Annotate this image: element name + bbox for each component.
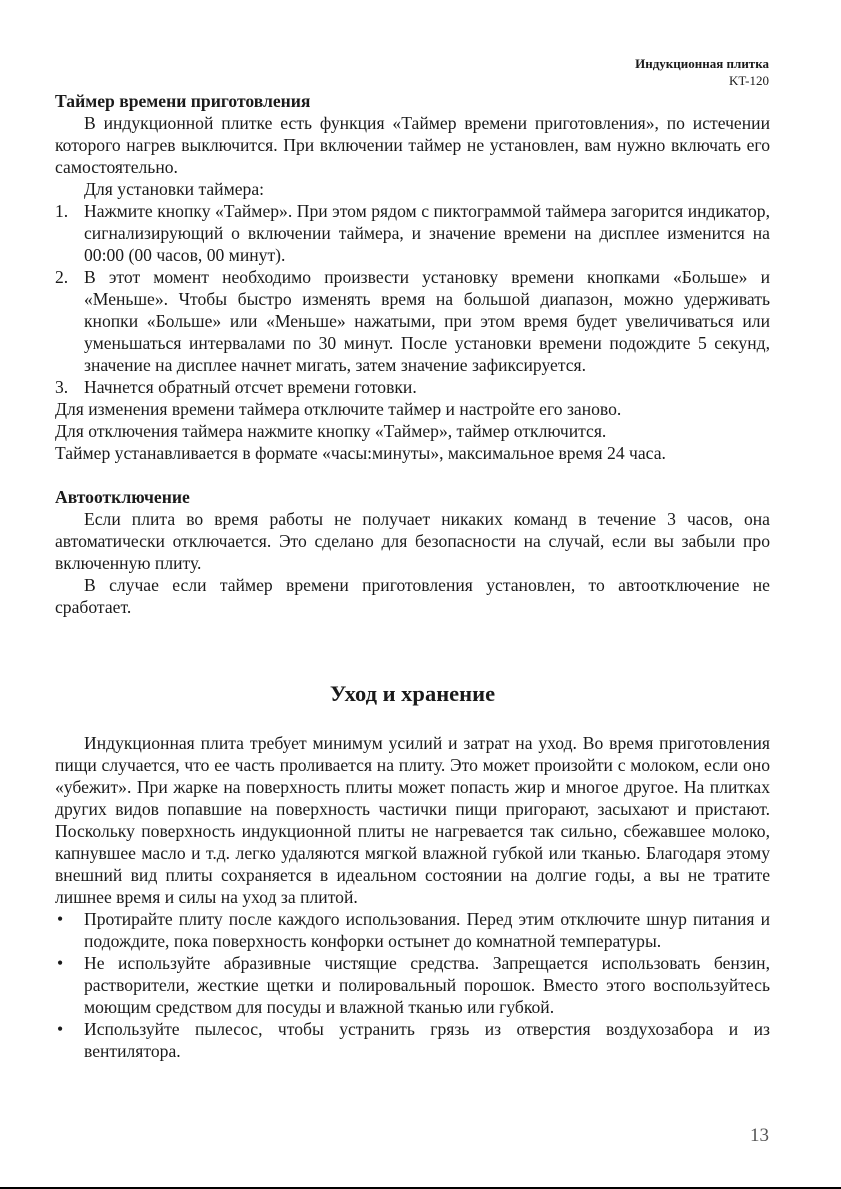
autooff-paragraph: В случае если таймер времени приготовления установлен, то автоотключение не сработает. (55, 575, 770, 617)
list-item (55, 266, 770, 376)
autooff-paragraph: Если плита во время работы не получает никаких команд в течение 3 часов, она автоматически отключается. Это сделано для безопасности на случай, если вы забыли про включенную плиту. (55, 509, 770, 573)
timer-intro: В индукционной плитке есть функция «Таймер времени приготовления», по истечении которого нагрев выключится. При включении таймер не установлен, вам нужно включать его самостоятельно. (55, 113, 770, 177)
list-item-text: Начнется обратный отсчет времени готовки. (84, 377, 417, 397)
list-item-text: В этот момент необходимо произвести установку времени кнопками «Больше» и «Меньше». Чтобы быстро изменять время на большой диапазон, можно удерживать кнопки «Больше» или «Меньше» нажатыми, при этом время будет увеличиваться или уменьшаться интервалами по 30 минут. После установки времени подождите 5 секунд, значение на дисплее начнет мигать, затем значение зафиксируется. (84, 267, 770, 375)
care-intro: Индукционная плита требует минимум усилий и затрат на уход. Во время приготовления пищи случается, что ее часть проливается на плиту. Это может произойти с молоком, если оно «убежит». При жарке на поверхность плиты может попасть жир и многое другое. На плитках других видов попавшие на поверхность частички пищи пригорают, засыхают и пристают. Поскольку поверхность индукционной плиты не нагревается так сильно, сбежавшее молоко, капнувшее масло и т.д. легко удаляются мягкой влажной губкой или тканью. Благодаря этому внешний вид плиты сохраняется в идеальном состоянии на долгие годы, а вы не тратите лишнее время и силы на уход за плитой. (55, 733, 770, 907)
timer-note: Для изменения времени таймера отключите таймер и настройте его заново. (55, 399, 622, 419)
bullet-icon: • (57, 1019, 64, 1039)
list-item (55, 376, 770, 398)
bullet-icon: • (57, 953, 64, 973)
list-number: 2. (55, 267, 69, 287)
autooff-heading: Автоотключение (55, 487, 190, 507)
list-item (55, 200, 770, 266)
section-title: Уход и хранение (329, 681, 496, 706)
list-item-text: Не используйте абразивные чистящие средства. Запрещается использовать бензин, растворители, жесткие щетки и полировальный порошок. Вместо этого воспользуйтесь моющим средством для посуды и влажной тканью или губкой. (84, 953, 770, 1017)
list-item-text: Используйте пылесос, чтобы устранить грязь из отверстия воздухозабора и из вентилятора. (84, 1019, 770, 1061)
timer-note: Таймер устанавливается в формате «часы:минуты», максимальное время 24 часа. (55, 443, 666, 463)
spacer (55, 464, 770, 486)
list-item-text: Нажмите кнопку «Таймер». При этом рядом с пиктограммой таймера загорится индикатор, сигнализирующий о включении таймера, и значение времени на дисплее изменится на 00:00 (00 часов, 00 минут). (84, 201, 770, 265)
list-item-text: Протирайте плиту после каждого использования. Перед этим отключите шнур питания и подождите, пока поверхность конфорки остынет до комнатной температуры. (84, 909, 770, 951)
timer-heading: Таймер времени приготовления (55, 91, 311, 111)
header-model: KT-120 (729, 73, 769, 88)
list-item (55, 952, 770, 1018)
timer-note: Для отключения таймера нажмите кнопку «Таймер», таймер отключится. (55, 421, 607, 441)
page-body (55, 90, 770, 1062)
list-item (55, 1018, 770, 1062)
list-number: 3. (55, 377, 69, 397)
page-number: 13 (750, 1125, 769, 1146)
spacer (55, 618, 770, 679)
header-title: Индукционная плитка (635, 56, 769, 71)
running-header (635, 55, 769, 89)
list-item (55, 908, 770, 952)
bullet-icon: • (57, 909, 64, 929)
list-number: 1. (55, 201, 69, 221)
timer-setup-lead: Для установки таймера: (84, 179, 265, 199)
